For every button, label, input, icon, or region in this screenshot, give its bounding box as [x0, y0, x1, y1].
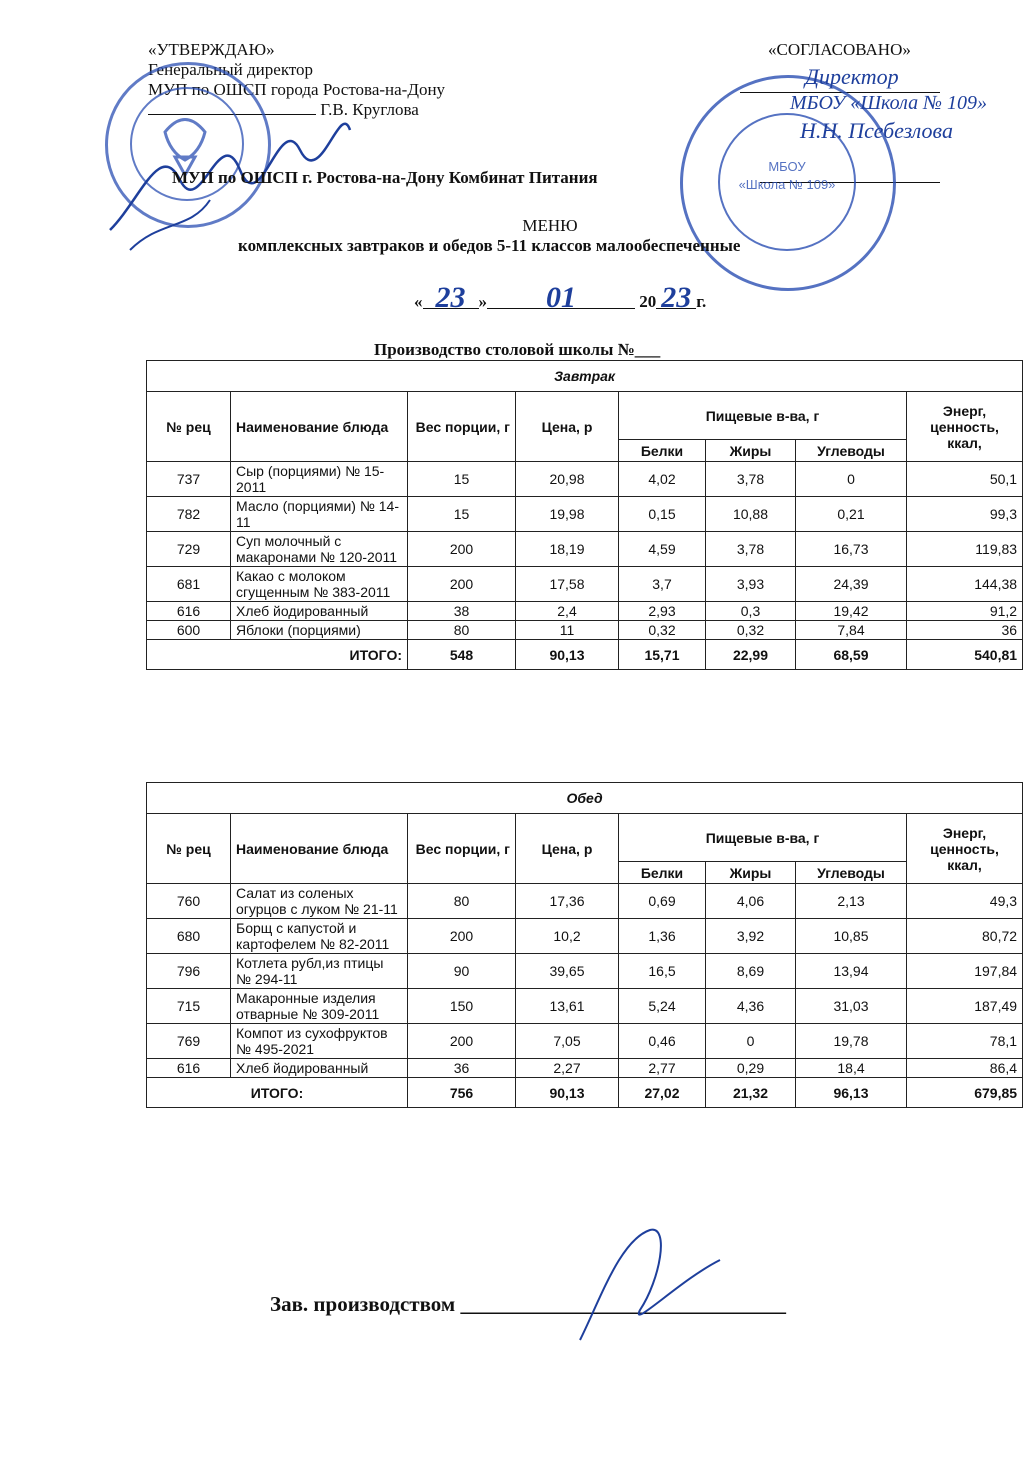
total-price: 90,13 [516, 1078, 619, 1108]
cell-rec: 737 [147, 462, 231, 497]
approve-position: Генеральный директор [148, 60, 314, 79]
total-energy: 540,81 [907, 640, 1023, 670]
cell-proteins: 2,77 [619, 1059, 706, 1078]
cell-price: 19,98 [516, 497, 619, 532]
cell-proteins: 3,7 [619, 567, 706, 602]
col-rec: № рец [147, 392, 231, 462]
cell-energy: 50,1 [907, 462, 1023, 497]
approve-signer: Г.В. Круглова [320, 100, 419, 119]
cell-fats: 0,3 [706, 602, 796, 621]
cell-fats: 10,88 [706, 497, 796, 532]
table-row [147, 497, 1023, 532]
cell-fats: 4,36 [706, 989, 796, 1024]
cell-weight: 200 [408, 567, 516, 602]
cell-name: Борщ с капустой и картофелем № 82-2011 [231, 919, 408, 954]
menu-title: МЕНЮ [522, 216, 578, 235]
cell-name: Масло (порциями) № 14-11 [231, 497, 408, 532]
table-row [147, 954, 1023, 989]
total-energy: 679,85 [907, 1078, 1023, 1108]
cell-rec: 616 [147, 602, 231, 621]
cell-energy: 86,4 [907, 1059, 1023, 1078]
col-price: Цена, р [516, 392, 619, 462]
cell-rec: 769 [147, 1024, 231, 1059]
total-label: ИТОГО: [147, 640, 408, 670]
footer-blank: _______________________________ [460, 1292, 786, 1316]
total-proteins: 15,71 [619, 640, 706, 670]
table-row [147, 1059, 1023, 1078]
cell-weight: 15 [408, 462, 516, 497]
cell-rec: 796 [147, 954, 231, 989]
cell-weight: 36 [408, 1059, 516, 1078]
agree-title: «СОГЛАСОВАНО» [768, 40, 911, 59]
cell-fats: 3,78 [706, 462, 796, 497]
cell-carbs: 24,39 [796, 567, 907, 602]
total-fats: 22,99 [706, 640, 796, 670]
cell-name: Хлеб йодированный [231, 602, 408, 621]
cell-name: Макаронные изделия отварные № 309-2011 [231, 989, 408, 1024]
col-fats: Жиры [706, 440, 796, 462]
total-fats: 21,32 [706, 1078, 796, 1108]
cell-name: Суп молочный с макаронами № 120-2011 [231, 532, 408, 567]
cell-weight: 15 [408, 497, 516, 532]
cell-carbs: 10,85 [796, 919, 907, 954]
cell-fats: 0,29 [706, 1059, 796, 1078]
col-name: Наименование блюда [231, 814, 408, 884]
cell-rec: 600 [147, 621, 231, 640]
col-proteins: Белки [619, 862, 706, 884]
cell-rec: 616 [147, 1059, 231, 1078]
cell-weight: 80 [408, 621, 516, 640]
lunch-title: Обед [147, 783, 1023, 814]
cell-fats: 0 [706, 1024, 796, 1059]
breakfast-table [146, 360, 1023, 670]
cell-price: 2,27 [516, 1059, 619, 1078]
handwritten-name: Н.Н. Псебезлова [800, 118, 953, 143]
col-carbs: Углеводы [796, 862, 907, 884]
breakfast-total-row [147, 640, 1023, 670]
cell-energy: 119,83 [907, 532, 1023, 567]
cell-weight: 150 [408, 989, 516, 1024]
breakfast-title: Завтрак [147, 361, 1023, 392]
cell-carbs: 2,13 [796, 884, 907, 919]
cell-weight: 80 [408, 884, 516, 919]
col-nutrients: Пищевые в-ва, г [619, 814, 907, 862]
total-proteins: 27,02 [619, 1078, 706, 1108]
cell-carbs: 16,73 [796, 532, 907, 567]
cell-carbs: 18,4 [796, 1059, 907, 1078]
col-proteins: Белки [619, 440, 706, 462]
cell-fats: 3,93 [706, 567, 796, 602]
col-carbs: Углеводы [796, 440, 907, 462]
date-year: 23 [656, 288, 696, 309]
cell-price: 11 [516, 621, 619, 640]
lunch-table [146, 782, 1023, 1108]
cell-carbs: 0,21 [796, 497, 907, 532]
cell-weight: 90 [408, 954, 516, 989]
cell-fats: 4,06 [706, 884, 796, 919]
cell-proteins: 2,93 [619, 602, 706, 621]
cell-price: 18,19 [516, 532, 619, 567]
cell-energy: 144,38 [907, 567, 1023, 602]
cell-price: 17,36 [516, 884, 619, 919]
col-weight: Вес порции, г [408, 814, 516, 884]
cell-name: Сыр (порциями) № 15-2011 [231, 462, 408, 497]
table-row [147, 884, 1023, 919]
cell-name: Котлета рубл,из птицы № 294-11 [231, 954, 408, 989]
approve-organization: МУП по ОШСП города Ростова-на-Дону [148, 80, 446, 99]
table-row [147, 602, 1023, 621]
cell-proteins: 0,32 [619, 621, 706, 640]
total-carbs: 96,13 [796, 1078, 907, 1108]
cell-price: 7,05 [516, 1024, 619, 1059]
cell-proteins: 4,59 [619, 532, 706, 567]
total-weight: 548 [408, 640, 516, 670]
cell-weight: 200 [408, 1024, 516, 1059]
cell-rec: 715 [147, 989, 231, 1024]
cell-price: 17,58 [516, 567, 619, 602]
cell-carbs: 13,94 [796, 954, 907, 989]
total-weight: 756 [408, 1078, 516, 1108]
total-label: ИТОГО: [147, 1078, 408, 1108]
col-energy: Энерг, ценность, ккал, [907, 814, 1023, 884]
total-price: 90,13 [516, 640, 619, 670]
cell-rec: 782 [147, 497, 231, 532]
cell-carbs: 31,03 [796, 989, 907, 1024]
cell-energy: 99,3 [907, 497, 1023, 532]
cell-name: Яблоки (порциями) [231, 621, 408, 640]
cell-proteins: 5,24 [619, 989, 706, 1024]
col-fats: Жиры [706, 862, 796, 884]
cell-proteins: 0,46 [619, 1024, 706, 1059]
col-weight: Вес порции, г [408, 392, 516, 462]
col-energy: Энерг, ценность, ккал, [907, 392, 1023, 462]
date-month: 01 [487, 288, 635, 309]
stamp-center-text: «Школа № 109» [738, 177, 836, 192]
cell-name: Какао с молоком сгущенным № 383-2011 [231, 567, 408, 602]
footer-label: Зав. производством [270, 1292, 456, 1316]
cell-proteins: 16,5 [619, 954, 706, 989]
cell-carbs: 7,84 [796, 621, 907, 640]
cell-proteins: 0,15 [619, 497, 706, 532]
cell-energy: 91,2 [907, 602, 1023, 621]
menu-date: « 23 » 01 20 23 г. [414, 281, 707, 314]
date-day: 23 [423, 288, 479, 309]
cell-rec: 729 [147, 532, 231, 567]
cell-name: Салат из соленых огурцов с луком № 21-11 [231, 884, 408, 919]
handwritten-school: МБОУ «Школа № 109» [790, 92, 987, 114]
cell-price: 10,2 [516, 919, 619, 954]
cell-name: Хлеб йодированный [231, 1059, 408, 1078]
cell-energy: 80,72 [907, 919, 1023, 954]
cell-name: Компот из сухофруктов № 495-2021 [231, 1024, 408, 1059]
menu-subtitle: комплексных завтраков и обедов 5-11 классов малообеспеченные [238, 236, 741, 255]
col-name: Наименование блюда [231, 392, 408, 462]
cell-price: 20,98 [516, 462, 619, 497]
cell-weight: 200 [408, 532, 516, 567]
table-row [147, 621, 1023, 640]
table-row [147, 1024, 1023, 1059]
table-row [147, 567, 1023, 602]
cell-weight: 38 [408, 602, 516, 621]
organization-name: МУП по ОШСП г. Ростова-на-Дону Комбинат Питания [172, 168, 598, 187]
cell-carbs: 0 [796, 462, 907, 497]
col-price: Цена, р [516, 814, 619, 884]
manager-signature [560, 1220, 740, 1350]
cell-rec: 760 [147, 884, 231, 919]
lunch-total-row [147, 1078, 1023, 1108]
handwritten-position: Директор [805, 64, 899, 89]
cell-proteins: 4,02 [619, 462, 706, 497]
cell-rec: 680 [147, 919, 231, 954]
table-row [147, 532, 1023, 567]
cell-proteins: 1,36 [619, 919, 706, 954]
cell-fats: 8,69 [706, 954, 796, 989]
approve-title: «УТВЕРЖДАЮ» [148, 40, 275, 59]
cell-price: 13,61 [516, 989, 619, 1024]
stamp-top-text: МБОУ [768, 159, 806, 174]
table-row [147, 462, 1023, 497]
cell-weight: 200 [408, 919, 516, 954]
cell-carbs: 19,78 [796, 1024, 907, 1059]
table-row [147, 989, 1023, 1024]
col-nutrients: Пищевые в-ва, г [619, 392, 907, 440]
cell-carbs: 19,42 [796, 602, 907, 621]
cell-price: 2,4 [516, 602, 619, 621]
total-carbs: 68,59 [796, 640, 907, 670]
production-line: Производство столовой школы №___ [374, 340, 661, 359]
col-rec: № рец [147, 814, 231, 884]
cell-price: 39,65 [516, 954, 619, 989]
table-row [147, 919, 1023, 954]
cell-fats: 0,32 [706, 621, 796, 640]
cell-fats: 3,78 [706, 532, 796, 567]
cell-proteins: 0,69 [619, 884, 706, 919]
cell-energy: 49,3 [907, 884, 1023, 919]
cell-energy: 187,49 [907, 989, 1023, 1024]
cell-energy: 36 [907, 621, 1023, 640]
cell-energy: 197,84 [907, 954, 1023, 989]
cell-fats: 3,92 [706, 919, 796, 954]
cell-rec: 681 [147, 567, 231, 602]
cell-energy: 78,1 [907, 1024, 1023, 1059]
